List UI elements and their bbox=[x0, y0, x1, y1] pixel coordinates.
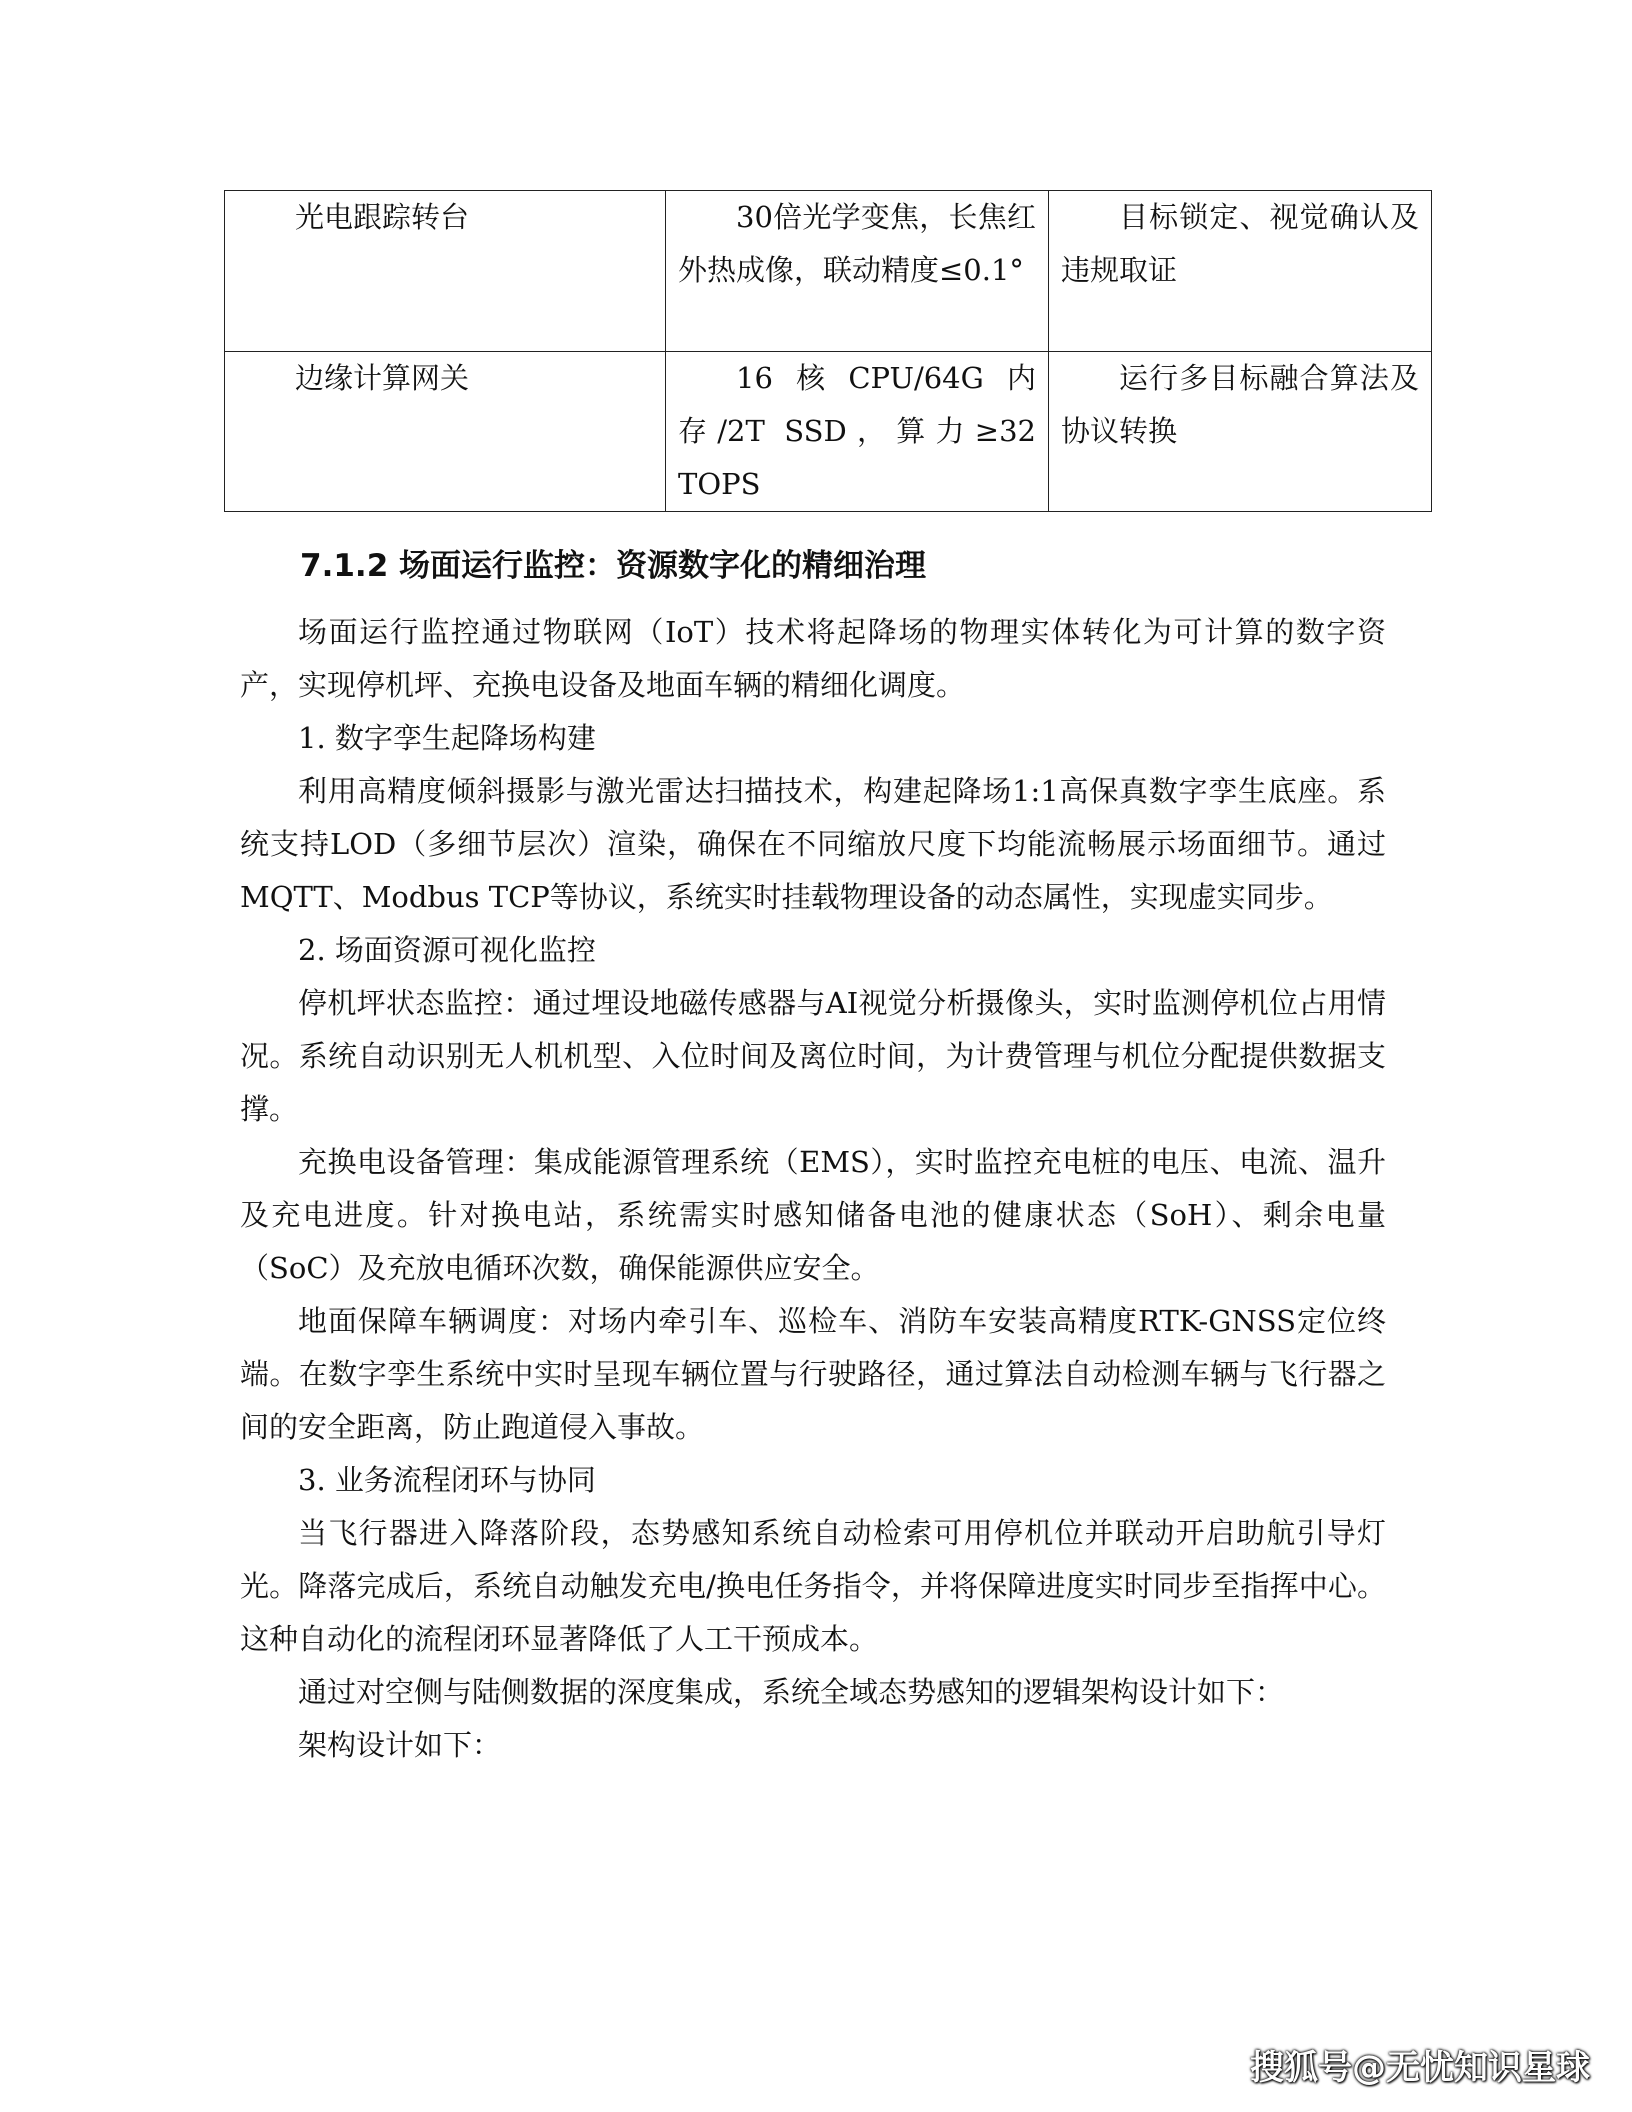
table-cell-spec: 30倍光学变焦，长焦红外热成像，联动精度≤0.1° bbox=[666, 191, 1049, 352]
paragraph-workflow: 当飞行器进入降落阶段，态势感知系统自动检索可用停机位并联动开启助航引导灯光。降落完成后，系统自动触发充电/换电任务指令，并将保障进度实时同步至指挥中心。这种自动化的流程闭环显著降低了人工干预成本。 bbox=[240, 1516, 1386, 1656]
paragraph-apron-monitoring: 停机坪状态监控：通过埋设地磁传感器与AI视觉分析摄像头，实时监测停机位占用情况。系统自动识别无人机机型、入位时间及离位时间，为计费管理与机位分配提供数据支撑。 bbox=[240, 986, 1386, 1126]
watermark: 搜狐号@无忧知识星球 bbox=[1250, 2048, 1590, 2088]
paragraph-digital-twin: 利用高精度倾斜摄影与激光雷达扫描技术，构建起降场1:1高保真数字孪生底座。系统支持LOD（多细节层次）渲染，确保在不同缩放尺度下均能流畅展示场面细节。通过MQTT、Modbus TCP等协议，系统实时挂载物理设备的动态属性，实现虚实同步。 bbox=[240, 774, 1386, 914]
equipment-spec-table bbox=[224, 190, 1432, 512]
paragraph-integration: 通过对空侧与陆侧数据的深度集成，系统全域态势感知的逻辑架构设计如下： bbox=[298, 1675, 1285, 1709]
body-text bbox=[240, 606, 1386, 1772]
paragraph-charging-management: 充换电设备管理：集成能源管理系统（EMS），实时监控充电桩的电压、电流、温升及充电进度。针对换电站，系统需实时感知储备电池的健康状态（SoH）、剩余电量（SoC）及充放电循环次数，确保能源供应安全。 bbox=[240, 1145, 1386, 1285]
table-cell-function: 目标锁定、视觉确认及违规取证 bbox=[1049, 191, 1432, 352]
section-title: 7.1.2 场面运行监控：资源数字化的精细治理 bbox=[300, 548, 927, 584]
paragraph-vehicle-dispatch: 地面保障车辆调度：对场内牵引车、巡检车、消防车安装高精度RTK-GNSS定位终端。在数字孪生系统中实时呈现车辆位置与行驶路径，通过算法自动检测车辆与飞行器之间的安全距离，防止跑道侵入事故。 bbox=[240, 1304, 1386, 1444]
table-cell-name: 边缘计算网关 bbox=[225, 352, 666, 512]
list-heading-workflow: 3. 业务流程闭环与协同 bbox=[298, 1463, 596, 1497]
list-heading-digital-twin: 1. 数字孪生起降场构建 bbox=[298, 721, 596, 755]
table-cell-spec: 16核CPU/64G内存/2T SSD，算力≥32 TOPS bbox=[666, 352, 1049, 512]
paragraph-architecture-lead: 架构设计如下： bbox=[298, 1728, 502, 1762]
table-row bbox=[225, 352, 1432, 512]
table-cell-function: 运行多目标融合算法及协议转换 bbox=[1049, 352, 1432, 512]
table-row bbox=[225, 191, 1432, 352]
paragraph-intro: 场面运行监控通过物联网（IoT）技术将起降场的物理实体转化为可计算的数字资产，实现停机坪、充换电设备及地面车辆的精细化调度。 bbox=[240, 615, 1386, 702]
list-heading-resource-monitoring: 2. 场面资源可视化监控 bbox=[298, 933, 596, 967]
table-cell-name: 光电跟踪转台 bbox=[225, 191, 666, 352]
